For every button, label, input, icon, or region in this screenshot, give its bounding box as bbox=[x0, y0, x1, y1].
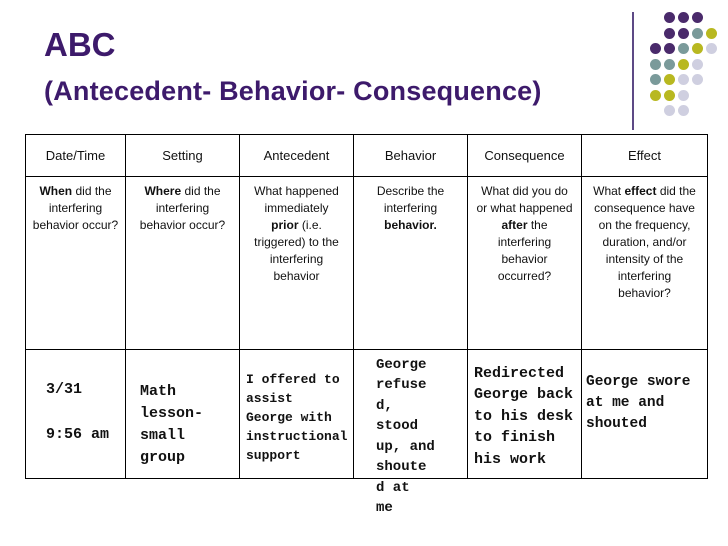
header-antecedent: Antecedent bbox=[240, 135, 354, 177]
abc-table bbox=[25, 134, 708, 517]
example-behavior-cell bbox=[354, 349, 468, 517]
example-date-time-cell bbox=[26, 349, 126, 478]
decorative-dot-grid bbox=[650, 12, 728, 132]
decorative-dot bbox=[692, 12, 703, 23]
decorative-dot bbox=[664, 105, 675, 116]
question-date-time: When did the interfering behavior occur? bbox=[26, 177, 126, 350]
decorative-dot bbox=[664, 12, 675, 23]
example-setting-cell bbox=[126, 349, 240, 478]
question-consequence: What did you do or what happened after the interfering behavior occurred? bbox=[468, 177, 582, 350]
decorative-dot bbox=[678, 12, 689, 23]
example-antecedent: I offered to assist George with instructional support bbox=[246, 371, 348, 463]
decorative-dot bbox=[650, 59, 661, 70]
decorative-dot bbox=[692, 28, 703, 39]
header-setting: Setting bbox=[126, 135, 240, 177]
title-divider bbox=[632, 12, 634, 130]
decorative-dot bbox=[664, 90, 675, 101]
question-behavior: Describe the interfering behavior. bbox=[354, 177, 468, 350]
decorative-dot bbox=[650, 90, 661, 101]
decorative-dot bbox=[650, 74, 661, 85]
example-time: 9:56 am bbox=[46, 425, 110, 443]
question-row bbox=[26, 177, 708, 350]
header-behavior: Behavior bbox=[354, 135, 468, 177]
decorative-dot bbox=[706, 43, 717, 54]
decorative-dot bbox=[706, 28, 717, 39]
decorative-dot bbox=[650, 43, 661, 54]
question-effect: What effect did the consequence have on the frequency, duration, and/or intensity of the interfering behavior? bbox=[582, 177, 708, 350]
header-date-time: Date/Time bbox=[26, 135, 126, 177]
header-consequence: Consequence bbox=[468, 135, 582, 177]
decorative-dot bbox=[664, 43, 675, 54]
page-subtitle: (Antecedent- Behavior- Consequence) bbox=[44, 76, 542, 106]
decorative-dot bbox=[664, 74, 675, 85]
example-consequence-cell bbox=[468, 349, 582, 478]
page-title: ABC bbox=[44, 26, 116, 63]
decorative-dot bbox=[692, 74, 703, 85]
header-effect: Effect bbox=[582, 135, 708, 177]
decorative-dot bbox=[678, 105, 689, 116]
question-setting: Where did the interfering behavior occur? bbox=[126, 177, 240, 350]
decorative-dot bbox=[678, 90, 689, 101]
example-antecedent-cell bbox=[240, 349, 354, 478]
example-row bbox=[26, 349, 708, 478]
decorative-dot bbox=[678, 28, 689, 39]
example-date: 3/31 bbox=[46, 380, 83, 398]
header-row bbox=[26, 135, 708, 177]
example-setting: Math lesson- small group bbox=[140, 382, 204, 466]
decorative-dot bbox=[678, 43, 689, 54]
example-effect-cell bbox=[582, 349, 708, 478]
decorative-dot bbox=[678, 74, 689, 85]
decorative-dot bbox=[678, 59, 689, 70]
question-antecedent: What happened immediately prior (i.e. triggered) to the interfering behavior bbox=[240, 177, 354, 350]
decorative-dot bbox=[692, 43, 703, 54]
decorative-dot bbox=[664, 59, 675, 70]
example-behavior: George refuse d, stood up, and shoute d at me bbox=[376, 356, 435, 517]
example-effect: George swore at me and shouted bbox=[586, 373, 691, 432]
decorative-dot bbox=[692, 59, 703, 70]
decorative-dot bbox=[664, 28, 675, 39]
example-consequence: Redirected George back to his desk to finish his work bbox=[474, 364, 574, 468]
